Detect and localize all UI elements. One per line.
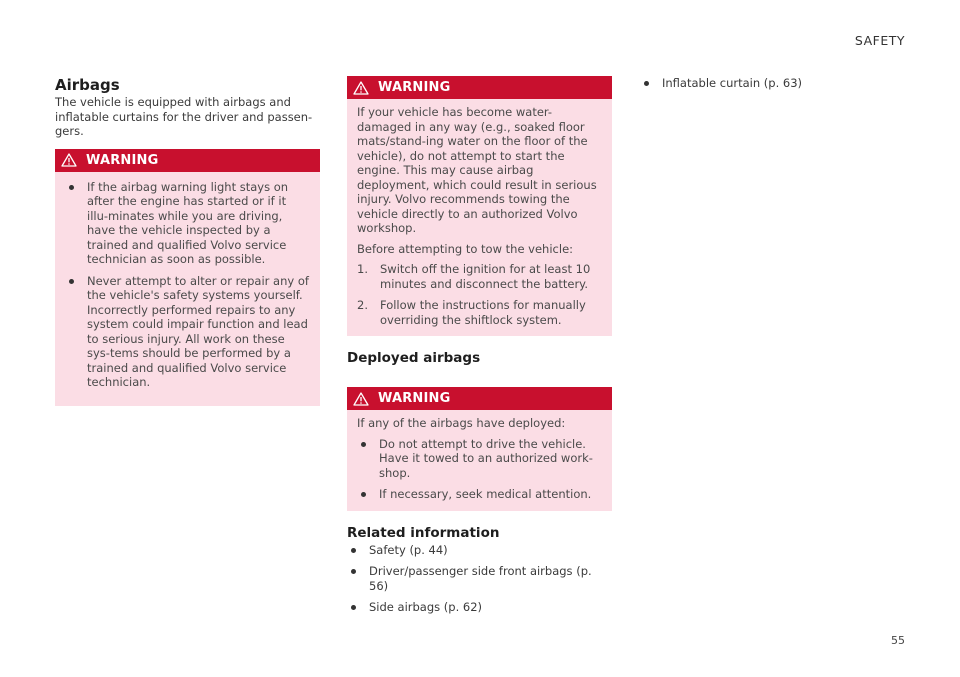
related-information [347,525,612,615]
list-item: If the airbag warning light stays on after the engine has started or if it illu-minates while you are driving, have the vehicle inspected by a trained and qualified Volvo service technician as soon as possible. [65,180,310,267]
warning-header [55,149,320,172]
warning-box-deployed [347,387,612,511]
related-link[interactable]: Inflatable curtain (p. 63) [640,76,905,91]
warning-triangle-icon [61,153,77,167]
list-item: 2. Follow the instructions for manually overriding the shiftlock system. [357,298,586,327]
airbags-intro: The vehicle is equipped with airbags and inflatable curtains for the driver and passen-gers. [55,95,313,138]
deployed-airbags-title: Deployed airbags [347,350,481,366]
warning-box-water-damage [347,76,612,336]
bullet-icon [351,605,356,610]
related-link[interactable]: Driver/passenger side front airbags (p. 56) [347,564,612,593]
bullet-icon [69,279,74,284]
warning-body [347,410,612,511]
warning-triangle-icon [353,81,369,95]
warning-label: WARNING [378,391,451,406]
related-information-continued [640,76,905,91]
list-item: 1. Switch off the ignition for at least 10 minutes and disconnect the battery. [357,262,591,291]
list-item: Do not attempt to drive the vehicle. Have it towed to an authorized work-shop. [357,437,602,481]
list-item: Never attempt to alter or repair any of the vehicle's safety systems yourself. Incorrectly performed repairs to any system could impair function and lead to serious injury. All work on these sys-tems should be performed by a trained and qualified Volvo service technician. [65,274,310,390]
page-number: 55 [891,634,905,647]
bullet-icon [361,492,366,497]
warning-box-airbag-light [55,149,320,406]
warning-label: WARNING [378,80,451,95]
water-damage-text: If your vehicle has become water-damaged in any way (e.g., soaked floor mats/stand-ing water on the floor of the vehicle), do not attempt to start the engine. This may cause airbag deployment, which could result in serious injury. Volvo recommends towing the vehicle directly to an authorized Volvo workshop. [357,105,597,235]
middle-column [347,76,612,622]
left-column [55,76,320,406]
bullet-icon [69,185,74,190]
related-link[interactable]: Side airbags (p. 62) [347,600,612,615]
warning-header [347,387,612,410]
section-header: SAFETY [854,33,905,48]
right-column [640,76,905,98]
warning-header [347,76,612,99]
warning-body [55,172,320,406]
bullet-icon [351,548,356,553]
list-item: If necessary, seek medical attention. [357,487,602,502]
warning-label: WARNING [86,152,159,168]
warning-body [347,99,612,336]
related-link[interactable]: Safety (p. 44) [347,543,612,558]
bullet-icon [351,569,356,574]
warning-triangle-icon [353,392,369,406]
bullet-icon [361,442,366,447]
airbags-title: Airbags [55,76,120,94]
bullet-icon [644,81,649,86]
related-information-title: Related information [347,524,500,541]
deployed-intro: If any of the airbags have deployed: [357,416,566,430]
tow-intro: Before attempting to tow the vehicle: [357,241,574,256]
